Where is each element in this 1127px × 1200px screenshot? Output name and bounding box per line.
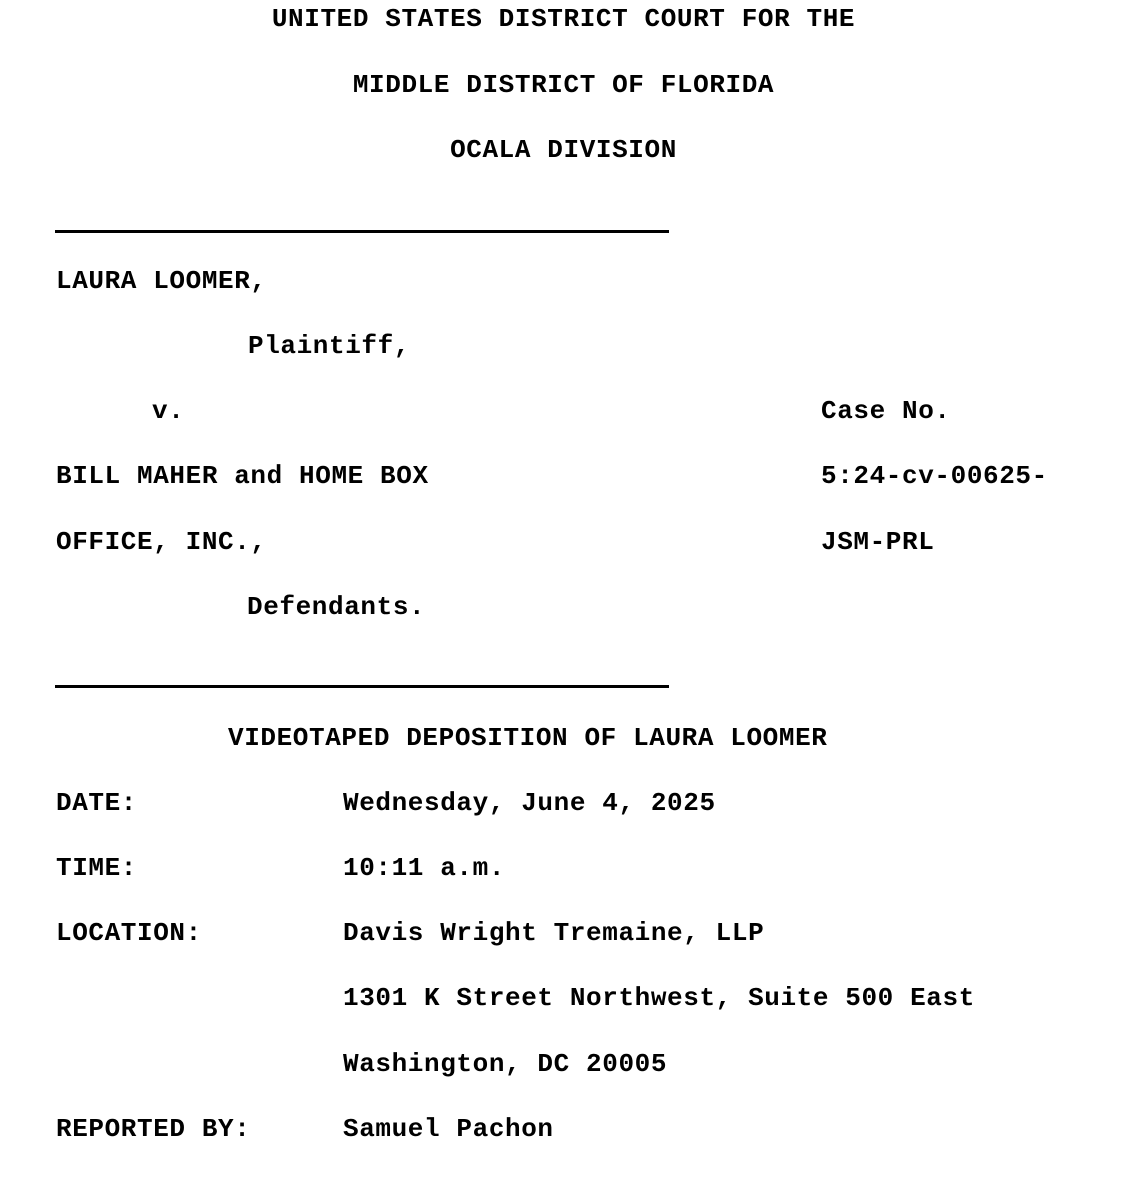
- versus-label: v.: [152, 396, 185, 426]
- court-name-line2: MIDDLE DISTRICT OF FLORIDA: [352, 70, 775, 100]
- defendants-name-line1: BILL MAHER and HOME BOX: [56, 461, 429, 491]
- date-label: DATE:: [56, 788, 138, 818]
- case-number-line1: 5:24-cv-00625-: [821, 461, 1048, 491]
- time-label: TIME:: [56, 853, 138, 883]
- reporter-label: REPORTED BY:: [56, 1114, 251, 1144]
- case-number-line2: JSM-PRL: [821, 527, 935, 557]
- caption-divider-bottom: [55, 685, 669, 688]
- court-name-line1: UNITED STATES DISTRICT COURT FOR THE: [271, 4, 856, 34]
- date-value: Wednesday, June 4, 2025: [343, 788, 716, 818]
- reporter-value: Samuel Pachon: [343, 1114, 554, 1144]
- location-line3: Washington, DC 20005: [343, 1049, 668, 1079]
- time-value: 10:11 a.m.: [343, 853, 506, 883]
- location-line2: 1301 K Street Northwest, Suite 500 East: [343, 983, 975, 1013]
- plaintiff-name: LAURA LOOMER,: [56, 266, 267, 296]
- location-line1: Davis Wright Tremaine, LLP: [343, 918, 765, 948]
- caption-divider-top: [55, 230, 669, 233]
- plaintiff-role: Plaintiff,: [248, 331, 411, 361]
- defendants-name-line2: OFFICE, INC.,: [56, 527, 267, 557]
- deposition-title: VIDEOTAPED DEPOSITION OF LAURA LOOMER: [228, 723, 828, 753]
- court-division: OCALA DIVISION: [450, 135, 677, 165]
- case-number-label: Case No.: [821, 396, 951, 426]
- defendants-role: Defendants.: [247, 592, 426, 622]
- location-label: LOCATION:: [56, 918, 202, 948]
